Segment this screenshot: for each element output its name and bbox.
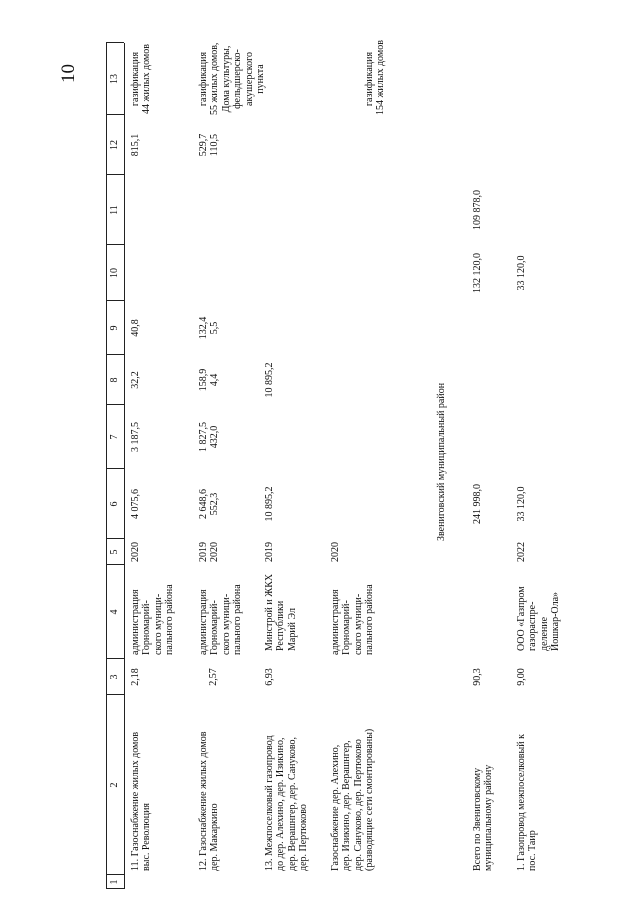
row-11-col12: 815,1 [130, 133, 141, 157]
column-header-13: 13 [109, 74, 120, 84]
row-13b-executor: администрация Горномарий- ского муници- пального района [330, 584, 376, 655]
row-11-year: 2020 [130, 542, 141, 562]
row-11-length: 2,18 [130, 668, 141, 686]
column-header-9: 9 [109, 325, 120, 331]
row-13b-name: Газоснабжение дер. Алехино, дер. Изикино, дер. Верашнгер, дер. Сануково, дер. Пертюково (разводящие сети смонтированы) [330, 728, 376, 871]
row-12-col12: 529,7 110,5 [198, 133, 221, 157]
row-11-result: газификация 44 жилых домов [130, 44, 153, 114]
total-row-col10: 132 120,0 [472, 253, 483, 293]
row-z1-year: 2022 [516, 542, 527, 562]
section-title: Звениговский муниципальный район [436, 382, 447, 541]
total-row-length: 90,3 [472, 668, 483, 686]
row-12-length: 2,57 [208, 668, 219, 686]
table-top-border [106, 43, 107, 889]
column-header-10: 10 [109, 268, 120, 278]
column-header-3: 3 [109, 674, 120, 680]
column-header-2: 2 [109, 782, 120, 788]
row-12-name: 12. Газоснабжение жилых домов дер. Макаркино [198, 731, 221, 871]
row-11-name: 11. Газоснабжение жилых домов выс. Революция [130, 731, 153, 871]
row-z1-length: 9,00 [516, 668, 527, 686]
row-12-col6: 2 648,6 552,3 [198, 489, 221, 519]
row-13b-result: газификация 154 жилых домов [364, 40, 387, 115]
row-11-executor: администрация Горномарий- ского муници- пального района [130, 584, 176, 655]
row-12-year: 2019 2020 [198, 542, 221, 562]
row-11-col8: 32,2 [130, 371, 141, 389]
column-header-1: 1 [109, 879, 120, 885]
header-bottom-border [124, 43, 125, 889]
column-header-8: 8 [109, 377, 120, 383]
total-row-col6: 241 998,0 [472, 484, 483, 524]
row-13-executor: Минстрой и ЖКХ Республики Марий Эл [264, 573, 298, 651]
row-13-year: 2019 [264, 542, 275, 562]
column-header-6: 6 [109, 501, 120, 507]
row-z1-col10: 33 120,0 [516, 255, 527, 291]
row-z1-col6: 33 120,0 [516, 486, 527, 522]
row-12-col7: 1 827,5 432,0 [198, 422, 221, 452]
row-12-executor: администрация Горномарий- ского муници- пального района [198, 584, 244, 655]
row-z1-name: 1. Газопровод межпоселковый к пос. Таир [516, 734, 539, 871]
row-11-col7: 3 187,5 [130, 422, 141, 452]
row-12-col8: 158,9 4,4 [198, 368, 221, 392]
column-header-4: 4 [109, 609, 120, 615]
page-number: 10 [58, 64, 79, 83]
row-12-result: газификация 55 жилых домов, Дома культуры, фельдшерско- акушерского пункта [198, 42, 267, 115]
column-header-7: 7 [109, 434, 120, 440]
column-header-5: 5 [109, 549, 120, 555]
row-13-col6: 10 895,2 [264, 486, 275, 522]
total-row-col11: 109 878,0 [472, 190, 483, 230]
row-13-name: 13. Межпоселковый газопровод до дер. Алехино, дер. Изикино, дер. Верашнгер, дер. Сануково, дер. Пертюково [264, 735, 310, 871]
row-12-col9: 132,4 5,5 [198, 316, 221, 340]
row-z1-executor: ООО «Газпром газораспре- деление Йошкар-Ола» [516, 586, 562, 651]
row-11-col9: 40,8 [130, 319, 141, 337]
row-13-length: 6,93 [264, 668, 275, 686]
column-header-12: 12 [109, 140, 120, 150]
total-row-name: Всего по Звениговскому муниципальному району [472, 764, 495, 871]
row-13b-year: 2020 [330, 542, 341, 562]
row-11-col6: 4 075,6 [130, 489, 141, 519]
column-header-11: 11 [109, 205, 120, 215]
row-13-col8: 10 895,2 [264, 362, 275, 398]
